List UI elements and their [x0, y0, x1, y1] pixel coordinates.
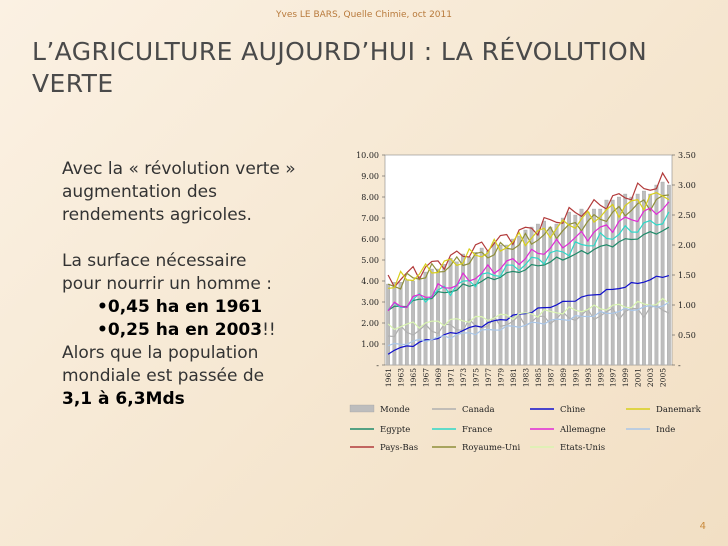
bar-monde: [492, 242, 495, 365]
y-right-tick-label: 0.50: [678, 331, 696, 340]
y-right-tick-label: 1.00: [678, 301, 696, 310]
x-tick-label: 1993: [583, 368, 593, 388]
page-number: 4: [699, 521, 706, 532]
legend-label: Pays-Bas: [380, 443, 419, 453]
y-right-tick-label: 3.00: [678, 181, 696, 190]
bar-monde: [449, 258, 452, 365]
yield-chart: [340, 148, 710, 488]
bar-monde: [542, 221, 545, 365]
x-tick-label: 2001: [633, 368, 643, 388]
bullet-1961: •0,45 ha en 1961: [97, 297, 263, 317]
x-tick-label: 1987: [546, 368, 556, 388]
y-right-tick-label: 2.50: [678, 211, 696, 220]
body-line: rendements agricoles.: [62, 205, 252, 225]
bar-monde: [517, 236, 520, 365]
bar-monde: [630, 197, 633, 365]
bar-monde: [561, 218, 564, 365]
legend-label: Monde: [380, 405, 410, 415]
legend-label: Danemark: [656, 405, 701, 415]
x-tick-label: 1983: [521, 368, 531, 388]
x-tick-label: 1995: [596, 368, 606, 388]
bar-monde: [405, 280, 408, 365]
legend-label: Allemagne: [560, 425, 606, 435]
legend-label: Inde: [656, 425, 676, 435]
title-line-2: VERTE: [32, 69, 114, 98]
x-tick-label: 1969: [434, 368, 444, 388]
bar-monde: [655, 185, 658, 365]
x-tick-label: 1997: [608, 368, 618, 388]
legend-label: Royaume-Uni: [462, 443, 521, 453]
bar-monde: [511, 239, 514, 365]
x-tick-label: 1985: [533, 368, 543, 388]
bar-monde: [486, 251, 489, 365]
y-left-tick-label: 4.00: [361, 277, 379, 286]
bar-monde: [430, 269, 433, 365]
bar-monde: [393, 282, 396, 365]
x-tick-label: 1975: [471, 368, 481, 388]
bar-monde: [555, 224, 558, 365]
bar-monde: [536, 224, 539, 365]
bar-monde: [399, 282, 402, 365]
legend-label: Etats-Unis: [560, 443, 606, 453]
x-tick-label: 1999: [621, 368, 631, 388]
bullet-2003-bold: •0,25 ha en 2003: [97, 320, 263, 340]
y-left-tick-label: 9.00: [361, 172, 379, 181]
population-figure: 3,1 à 6,3Mds: [62, 389, 185, 409]
x-tick-label: 1981: [508, 368, 518, 388]
bar-monde: [499, 245, 502, 365]
y-left-tick-label: 5.00: [361, 256, 379, 265]
x-tick-label: 1965: [409, 368, 419, 388]
bar-monde: [611, 200, 614, 365]
bar-monde: [567, 212, 570, 365]
bar-monde: [468, 257, 471, 365]
body-line: mondiale est passée de: [62, 366, 265, 386]
bar-monde: [642, 191, 645, 365]
y-right-tick-label: 2.00: [678, 241, 696, 250]
plot-area: [385, 155, 672, 365]
bar-monde: [586, 212, 589, 365]
y-left-tick-label: 2.00: [361, 319, 379, 328]
y-left-tick-label: 6.00: [361, 235, 379, 244]
bar-monde: [474, 252, 477, 365]
x-tick-label: 1971: [446, 368, 456, 388]
body-line: pour nourrir un homme :: [62, 274, 272, 294]
legend-label: Canada: [462, 405, 495, 415]
y-right-tick-label: -: [678, 361, 681, 370]
x-tick-label: 1961: [384, 368, 394, 388]
bar-monde: [443, 264, 446, 365]
y-left-tick-label: 8.00: [361, 193, 379, 202]
bar-monde: [530, 227, 533, 365]
slide-title: [32, 36, 712, 100]
title-line-1: L’AGRICULTURE AUJOURD’HUI : LA RÉVOLUTION: [32, 37, 648, 66]
x-tick-label: 1967: [421, 368, 431, 388]
x-tick-label: 1963: [396, 368, 406, 388]
bar-monde: [424, 272, 427, 365]
body-line: augmentation des: [62, 182, 217, 202]
bar-monde: [461, 254, 464, 365]
bullet-2003-tail: !!: [262, 320, 276, 340]
y-left-tick-label: -: [376, 361, 379, 370]
y-right-tick-label: 1.50: [678, 271, 696, 280]
body-line: Alors que la population: [62, 343, 259, 363]
legend-swatch: [350, 405, 374, 412]
bar-monde: [455, 262, 458, 365]
bar-monde: [418, 276, 421, 365]
legend-label: France: [462, 425, 493, 435]
legend-label: Egypte: [380, 425, 411, 435]
bar-monde: [623, 194, 626, 365]
body-line: Avec la « révolution verte »: [62, 159, 296, 179]
body-text: [62, 158, 352, 411]
x-tick-label: 1979: [496, 368, 506, 388]
bar-monde: [524, 230, 527, 365]
y-left-tick-label: 1.00: [361, 340, 379, 349]
bar-monde: [480, 248, 483, 365]
y-left-tick-label: 7.00: [361, 214, 379, 223]
header-note: Yves LE BARS, Quelle Chimie, oct 2011: [276, 10, 452, 20]
x-tick-label: 1973: [458, 368, 468, 388]
y-right-tick-label: 3.50: [678, 151, 696, 160]
x-tick-label: 1991: [571, 368, 581, 388]
x-tick-label: 1977: [483, 368, 493, 388]
bullet-2003: [62, 319, 352, 342]
body-spacer: [62, 227, 352, 250]
x-tick-label: 2005: [658, 368, 668, 388]
y-left-tick-label: 10.00: [356, 151, 379, 160]
body-line: La surface nécessaire: [62, 251, 247, 271]
x-tick-label: 2003: [646, 368, 656, 388]
legend-label: Chine: [560, 405, 586, 415]
x-tick-label: 1989: [558, 368, 568, 388]
y-left-tick-label: 3.00: [361, 298, 379, 307]
